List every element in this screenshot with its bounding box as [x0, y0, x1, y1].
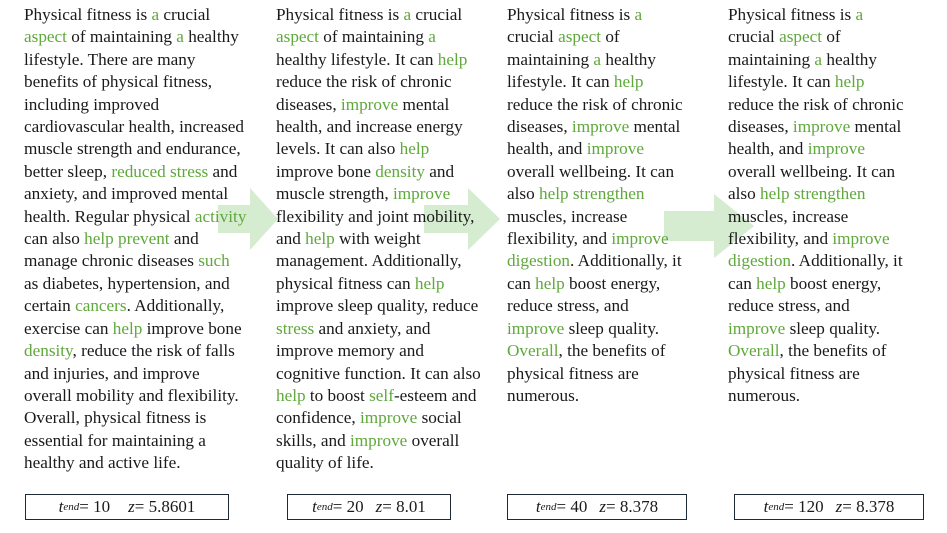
text-segment: flexibility, and	[507, 229, 612, 249]
text-line	[728, 206, 904, 228]
text-segment: can also	[24, 229, 85, 249]
text-segment: improve memory and	[276, 341, 424, 361]
text-segment: Physical fitness is	[507, 5, 635, 24]
text-line	[507, 116, 683, 138]
text-segment: improve sleep quality, reduce	[276, 296, 479, 316]
text-line	[24, 49, 246, 71]
text-segment: crucial	[728, 27, 780, 47]
text-segment: physical fitness are	[507, 363, 639, 383]
text-segment: healthy	[601, 49, 656, 69]
text-segment: improve bone	[276, 161, 376, 181]
highlighted-token: improve	[807, 139, 865, 159]
text-segment: also	[507, 184, 539, 204]
text-segment: sleep quality.	[564, 318, 660, 338]
text-segment: essential for maintaining a	[24, 430, 206, 450]
highlighted-token: help	[276, 385, 306, 405]
text-line	[276, 161, 481, 183]
highlighted-token: improve	[507, 318, 565, 338]
text-line	[276, 116, 481, 138]
text-segment: including improved	[24, 94, 160, 114]
text-line	[728, 4, 904, 26]
text-segment: and	[169, 229, 199, 249]
text-line	[728, 250, 904, 272]
param-label-2: t end = 20 z = 8.01	[287, 494, 451, 520]
text-segment: diseases,	[728, 117, 793, 137]
text-segment: and injuries, and improve	[24, 363, 200, 383]
text-line	[276, 295, 481, 317]
text-segment: can	[728, 273, 757, 293]
text-segment: lifestyle. There are many	[24, 49, 196, 69]
text-segment: Physical fitness is	[276, 5, 404, 24]
text-segment: exercise can	[24, 318, 113, 338]
text-line	[276, 26, 481, 48]
text-segment: reduce the risk of chronic	[276, 72, 452, 92]
text-line	[507, 385, 683, 407]
text-segment: mental	[850, 117, 902, 137]
highlighted-token: a	[814, 49, 823, 69]
text-line	[276, 407, 481, 429]
text-line	[507, 161, 683, 183]
highlighted-token: activity	[194, 206, 247, 226]
text-segment: crucial	[507, 27, 559, 47]
highlighted-token: aspect	[24, 27, 67, 47]
text-segment: physical fitness can	[276, 273, 415, 293]
highlighted-token: help	[756, 273, 786, 293]
text-line	[728, 363, 904, 385]
highlighted-token: a	[634, 5, 643, 24]
highlighted-token: improve	[350, 430, 408, 450]
text-segment: , the benefits of	[558, 341, 666, 361]
text-segment: healthy	[183, 27, 239, 47]
text-line	[276, 363, 481, 385]
text-segment: social	[417, 408, 462, 428]
highlighted-token: Overall	[507, 341, 559, 361]
highlighted-token: help	[305, 229, 335, 249]
highlighted-token: digestion	[507, 251, 571, 271]
text-segment: health, and	[728, 139, 808, 159]
text-line	[276, 206, 481, 228]
text-segment: overall mobility and flexibility.	[24, 385, 239, 405]
highlighted-token: a	[428, 27, 436, 47]
highlighted-token: improve	[392, 184, 451, 204]
text-segment: cardiovascular health, increased	[24, 117, 244, 137]
highlighted-token: help	[399, 139, 430, 159]
highlighted-token: help	[613, 72, 644, 92]
text-line	[507, 295, 683, 317]
text-panel-4	[728, 4, 904, 407]
text-line	[24, 26, 246, 48]
text-segment: reduce stress, and	[728, 296, 850, 316]
text-line	[24, 385, 246, 407]
text-segment: quality of life.	[276, 453, 374, 473]
param-label-3: t end = 40 z = 8.378	[507, 494, 687, 520]
highlighted-token: a	[855, 5, 864, 24]
text-line	[276, 430, 481, 452]
highlighted-token: aspect	[558, 27, 602, 47]
text-segment: and anxiety, and	[314, 318, 431, 338]
text-segment: of	[601, 27, 620, 47]
text-segment: improve bone	[142, 318, 242, 338]
text-segment: diseases,	[507, 117, 572, 137]
highlighted-token: density	[375, 161, 425, 181]
text-segment: mental	[398, 94, 450, 114]
highlighted-token: a	[403, 5, 412, 24]
text-segment: and	[424, 161, 455, 181]
text-line	[507, 363, 683, 385]
text-segment: reduce the risk of chronic	[728, 94, 904, 114]
text-line	[276, 138, 481, 160]
text-line	[24, 138, 246, 160]
text-line	[24, 228, 246, 250]
text-segment: also	[728, 184, 760, 204]
text-segment: diseases,	[276, 94, 341, 114]
text-line	[507, 206, 683, 228]
highlighted-token: aspect	[779, 27, 823, 47]
text-line	[24, 452, 246, 474]
text-line	[728, 94, 904, 116]
text-line	[24, 71, 246, 93]
text-segment: management. Additionally,	[276, 251, 462, 271]
text-line	[24, 206, 246, 228]
text-line	[24, 407, 246, 429]
text-segment: manage chronic diseases	[24, 251, 199, 271]
text-line	[507, 26, 683, 48]
text-line	[728, 273, 904, 295]
text-segment: healthy lifestyle. It can	[276, 49, 438, 69]
text-line	[507, 318, 683, 340]
text-segment: flexibility, and	[728, 229, 833, 249]
text-line	[507, 4, 683, 26]
param-label-4: t end = 120 z = 8.378	[734, 494, 924, 520]
text-segment: -esteem and	[393, 385, 477, 405]
text-segment: health, and	[507, 139, 587, 159]
text-panel-1	[24, 4, 246, 475]
text-segment: Physical fitness is	[728, 5, 856, 24]
text-line	[507, 49, 683, 71]
text-line	[507, 340, 683, 362]
text-segment: and	[276, 229, 306, 249]
text-segment: health, and increase energy	[276, 117, 463, 137]
text-segment: mental	[629, 117, 681, 137]
highlighted-token: help	[535, 273, 565, 293]
text-line	[507, 273, 683, 295]
text-segment: anxiety, and improved mental	[24, 184, 229, 204]
text-segment: crucial	[411, 5, 463, 24]
text-segment: lifestyle. It can	[507, 72, 614, 92]
text-line	[728, 26, 904, 48]
highlighted-token: aspect	[276, 27, 319, 47]
text-segment: boost energy,	[785, 273, 882, 293]
text-segment: crucial	[159, 5, 211, 24]
text-line	[276, 340, 481, 362]
highlighted-token: a	[593, 49, 602, 69]
text-line	[24, 340, 246, 362]
text-segment: overall wellbeing. It can	[728, 161, 896, 181]
text-line	[276, 94, 481, 116]
highlighted-token: improve	[832, 229, 890, 249]
text-segment: certain	[24, 296, 76, 316]
text-line	[507, 228, 683, 250]
text-line	[24, 273, 246, 295]
text-line	[24, 250, 246, 272]
text-segment: of maintaining	[318, 27, 429, 47]
highlighted-token: reduced stress	[111, 161, 209, 181]
text-segment: muscle strength,	[276, 184, 393, 204]
highlighted-token: improve	[728, 318, 786, 338]
highlighted-token: help	[112, 318, 143, 338]
highlighted-token: help	[437, 49, 468, 69]
text-line	[728, 49, 904, 71]
text-line	[276, 228, 481, 250]
text-line	[507, 250, 683, 272]
text-segment: . Additionally, it	[570, 251, 682, 271]
highlighted-token: improve	[359, 408, 418, 428]
text-segment: of	[822, 27, 841, 47]
highlighted-token: cancers	[75, 296, 127, 316]
highlighted-token: help strengthen	[759, 184, 866, 204]
text-line	[728, 228, 904, 250]
highlighted-token: such	[198, 251, 230, 271]
highlighted-token: self	[369, 385, 394, 405]
text-line	[24, 94, 246, 116]
text-segment: , the benefits of	[779, 341, 887, 361]
text-segment: . Additionally,	[126, 296, 225, 316]
text-segment: healthy	[822, 49, 877, 69]
text-segment: of maintaining	[66, 27, 177, 47]
text-line	[507, 138, 683, 160]
text-segment: healthy and active life.	[24, 453, 181, 473]
text-line	[728, 161, 904, 183]
text-segment: can	[507, 273, 536, 293]
text-line	[728, 116, 904, 138]
text-line	[276, 4, 481, 26]
text-segment: as diabetes, hypertension, and	[24, 273, 230, 293]
text-segment: better sleep,	[24, 161, 112, 181]
highlighted-token: improve	[611, 229, 669, 249]
text-panel-2	[276, 4, 481, 475]
highlighted-token: improve	[792, 117, 851, 137]
text-line	[24, 183, 246, 205]
text-segment: numerous.	[728, 385, 801, 405]
text-line	[276, 49, 481, 71]
text-line	[24, 295, 246, 317]
text-segment: , reduce the risk of falls	[72, 341, 235, 361]
text-segment: reduce the risk of chronic	[507, 94, 683, 114]
text-panel-3	[507, 4, 683, 407]
text-line	[24, 161, 246, 183]
text-line	[728, 340, 904, 362]
highlighted-token: a	[176, 27, 184, 47]
text-line	[24, 430, 246, 452]
text-line	[507, 94, 683, 116]
text-line	[276, 183, 481, 205]
text-segment: sleep quality.	[785, 318, 881, 338]
text-line	[728, 138, 904, 160]
text-segment: confidence,	[276, 408, 360, 428]
text-line	[276, 273, 481, 295]
text-line	[276, 318, 481, 340]
highlighted-token: stress	[276, 318, 315, 338]
highlighted-token: a	[151, 5, 160, 24]
highlighted-token: improve	[586, 139, 644, 159]
text-segment: overall	[407, 430, 460, 450]
highlighted-token: help	[834, 72, 865, 92]
text-line	[24, 4, 246, 26]
highlighted-token: Overall	[728, 341, 780, 361]
text-line	[728, 385, 904, 407]
text-segment: health. Regular physical	[24, 206, 195, 226]
text-segment: numerous.	[507, 385, 580, 405]
text-segment: Physical fitness is	[24, 5, 152, 24]
text-segment: muscles, increase	[728, 206, 849, 226]
text-line	[728, 295, 904, 317]
text-line	[24, 318, 246, 340]
text-line	[24, 116, 246, 138]
highlighted-token: help prevent	[84, 229, 170, 249]
text-segment: levels. It can also	[276, 139, 400, 159]
text-segment: muscles, increase	[507, 206, 628, 226]
text-segment: with weight	[334, 229, 421, 249]
text-segment: cognitive function. It can also	[276, 363, 481, 383]
param-label-1: t end = 10 z = 5.8601	[25, 494, 229, 520]
text-segment: boost energy,	[564, 273, 661, 293]
text-line	[507, 71, 683, 93]
text-line	[276, 452, 481, 474]
text-segment: lifestyle. It can	[728, 72, 835, 92]
highlighted-token: improve	[571, 117, 630, 137]
text-segment: overall wellbeing. It can	[507, 161, 675, 181]
text-segment: physical fitness are	[728, 363, 860, 383]
text-segment: Overall, physical fitness is	[24, 408, 207, 428]
text-segment: skills, and	[276, 430, 351, 450]
text-line	[276, 250, 481, 272]
text-segment: reduce stress, and	[507, 296, 629, 316]
text-line	[728, 71, 904, 93]
highlighted-token: improve	[340, 94, 399, 114]
text-line	[507, 183, 683, 205]
highlighted-token: help strengthen	[538, 184, 645, 204]
text-segment: and	[208, 161, 238, 181]
text-line	[276, 385, 481, 407]
highlighted-token: help	[414, 273, 445, 293]
text-segment: maintaining	[728, 49, 815, 69]
text-segment: muscle strength and endurance,	[24, 139, 241, 159]
text-segment: benefits of physical fitness,	[24, 72, 213, 92]
highlighted-token: density	[24, 341, 73, 361]
text-line	[728, 183, 904, 205]
text-line	[276, 71, 481, 93]
text-line	[24, 363, 246, 385]
text-segment: . Additionally, it	[791, 251, 903, 271]
text-segment: to boost	[305, 385, 370, 405]
highlighted-token: digestion	[728, 251, 792, 271]
text-segment: flexibility and joint mobility,	[276, 206, 475, 226]
text-line	[728, 318, 904, 340]
text-segment: maintaining	[507, 49, 594, 69]
